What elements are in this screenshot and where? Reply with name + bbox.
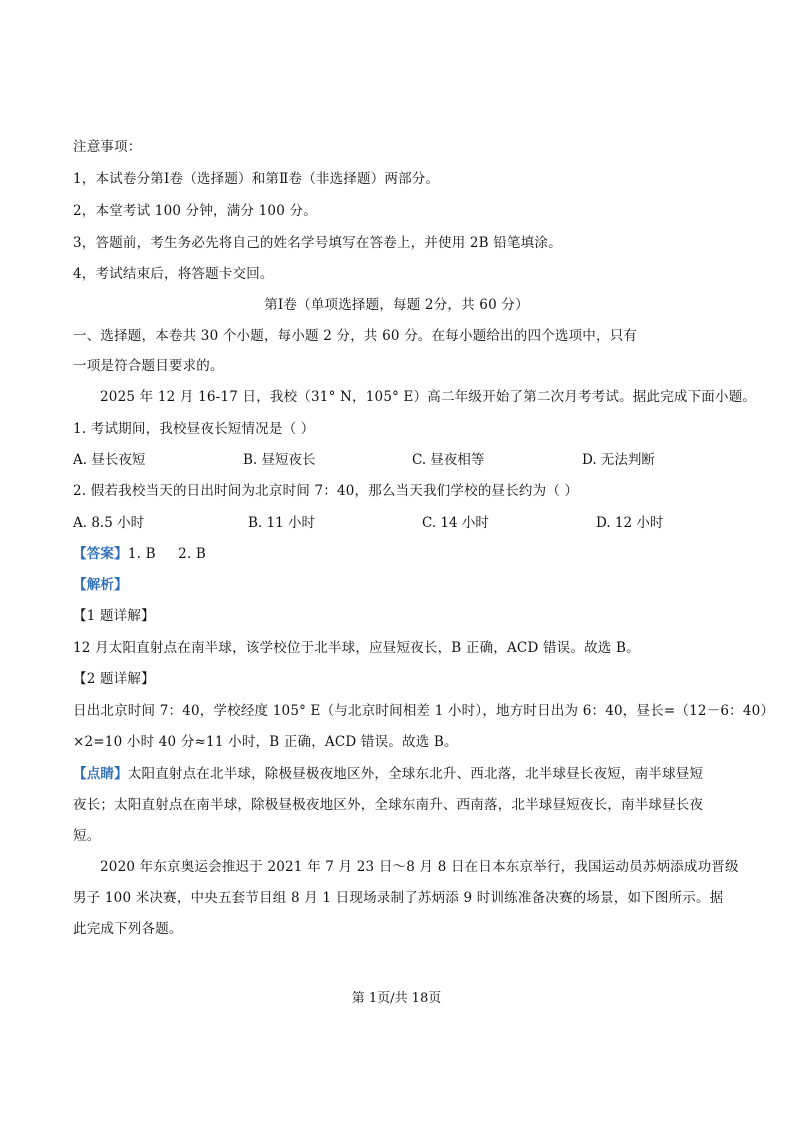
q1-option-a: A. 昼长夜短	[73, 452, 146, 468]
tip-line-1	[73, 765, 703, 783]
stem-2-line-3: 此完成下列各题。	[73, 921, 183, 937]
stem-2-line-2: 男子 100 米决赛，中央五套节目组 8 月 1 日现场录制了苏炳添 9 时训练准备决赛的场景，如下图所示。据	[73, 890, 724, 906]
tip-text-1: 太阳直射点在北半球，除极昼极夜地区外，全球东北升、西北落，北半球昼长夜短，南半球昼短	[127, 766, 704, 782]
detail-1-tag: 【1 题详解】	[73, 608, 155, 624]
page-footer: 第 1页/共 18页	[351, 991, 442, 1006]
answer-text: 1. B 2. B	[127, 546, 207, 562]
question-1: 1. 考试期间，我校昼夜长短情况是（ ）	[73, 421, 315, 437]
tip-tag: 【点睛】	[73, 766, 128, 782]
q2-option-d: D. 12 小时	[596, 515, 664, 531]
question-stem-1: 2025 年 12 月 16-17 日，我校（31° N，105° E）高二年级开始了第二次月考考试。据此完成下面小题。	[100, 389, 757, 405]
notice-item-4: 4，考试结束后，将答题卡交回。	[73, 266, 274, 282]
instruction-line-1: 一、选择题，本卷共 30 个小题，每小题 2 分，共 60 分。在每小题给出的四个选项中，只有	[73, 328, 638, 344]
q1-option-b: B. 昼短夜长	[243, 452, 316, 468]
notice-title: 注意事项：	[73, 139, 142, 155]
instruction-line-2: 一项是符合题目要求的。	[73, 358, 224, 374]
tip-line-2: 夜长；太阳直射点在南半球，除极昼极夜地区外，全球东南升、西南落，北半球昼短夜长，南半球昼长夜	[73, 797, 704, 813]
tip-line-3: 短。	[73, 828, 101, 844]
q2-option-b: B. 11 小时	[248, 515, 315, 531]
notice-item-3: 3，答题前，考生务必先将自己的姓名学号填写在答卷上，并使用 2B 铅笔填涂。	[73, 235, 562, 251]
q1-option-d: D. 无法判断	[582, 452, 655, 468]
section-title: 第Ⅰ卷（单项选择题，每题 2分，共 60 分）	[264, 297, 529, 313]
q2-option-c: C. 14 小时	[422, 515, 489, 531]
question-2: 2. 假若我校当天的日出时间为北京时间 7：40，那么当天我们学校的昼长约为（ ）	[73, 483, 579, 499]
detail-2-tag: 【2 题详解】	[73, 671, 155, 687]
notice-item-1: 1，本试卷分第Ⅰ卷（选择题）和第Ⅱ卷（非选择题）两部分。	[73, 171, 440, 187]
answer-line	[73, 545, 206, 563]
detail-1-text: 12 月太阳直射点在南半球，该学校位于北半球，应昼短夜长，B 正确，ACD 错误。故选 B。	[73, 640, 640, 656]
q1-option-c: C. 昼夜相等	[412, 452, 485, 468]
detail-2-line-2: ×2=10 小时 40 分≈11 小时，B 正确，ACD 错误。故选 B。	[73, 734, 458, 750]
detail-2-line-1: 日出北京时间 7：40，学校经度 105° E（与北京时间相差 1 小时），地方时日出为 6：40，昼长=（12－6：40）	[73, 703, 775, 719]
notice-item-2: 2，本堂考试 100 分钟，满分 100 分。	[73, 203, 317, 219]
stem-2-line-1: 2020 年东京奥运会推迟于 2021 年 7 月 23 日～8 月 8 日在日本东京举行，我国运动员苏炳添成功晋级	[100, 859, 739, 875]
analysis-tag: 【解析】	[73, 577, 128, 593]
q2-option-a: A. 8.5 小时	[73, 515, 145, 531]
answer-tag: 【答案】	[73, 546, 128, 562]
